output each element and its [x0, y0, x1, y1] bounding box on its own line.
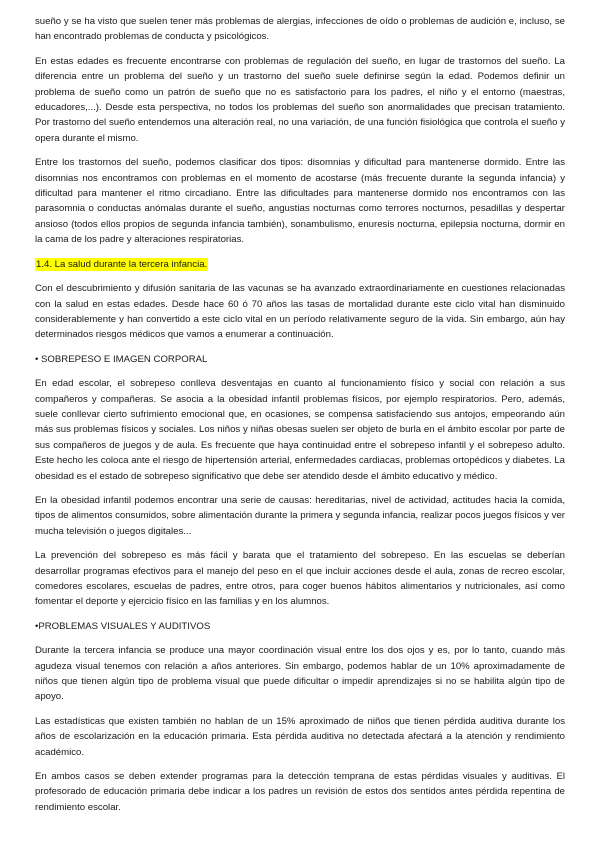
paragraph-prevention: La prevención del sobrepeso es más fácil y barata que el tratamiento del sobrepeso. En las escuelas se deberían desarrollar programas efectivos para el manejo del peso en el que incluir acciones desde el aula, zonas de recreo escolar, comedores escolares, escuelas de padres, entre otros, para coger buenos hábitos alimentarios y nutricionales, así como fomentar el deporte y ejercicio físico en las familias y en los alumnos.: [35, 550, 565, 608]
paragraph-obesity-causes: En la obesidad infantil podemos encontrar una serie de causas: hereditarias, nivel de actividad, actitudes hacia la comida, tipos de alimentos consumidos, sobre alimentación durante la primera y segunda infancia, realizar pocos juegos físicos y ver mucha televisión o juegos digitales...: [35, 494, 565, 537]
section-heading-text: 1.4. La salud durante la tercera infancia.: [36, 258, 208, 270]
paragraph-sleep-regulation: En estas edades es frecuente encontrarse con problemas de regulación del sueño, en lugar de trastornos del sueño. La diferencia entre un problema del sueño y un trastorno del sueño suele definirse según la edad. Podemos definir un problema de sueño como un patrón de sueño que no es satisfactorio para los padres, el niño y el entorno (maestras, educadores,...). Desde esta perspectiva, no todos los problemas del sueño son anormalidades que precisan tratamiento. Por trastorno del sueño entendemos una alteración real, no una variación, de una función fisiológica que controla el sueño y opera durante el mismo.: [35, 55, 565, 144]
paragraph-sleep-disorders: Entre los trastornos del sueño, podemos clasificar dos tipos: disomnias y dificultad para mantenerse dormido. Entre las disomnias nos encontramos con problemas en el momento de acostarse (más frecuente durante la segunda infancia) y dificultad para mantener el ritmo circadiano. Entre las dificultades para mantenerse dormido nos encontramos con las parasomnia o conductas anómalas durante el sueño, angustias nocturnas como terrores nocturnos, pesadillas y despertar ansioso (todos ellos propios de segunda infancia también), sonambulismo, enuresis nocturna, epilepsia nocturna, dormir en la cama de los padre y alteraciones respiratorias.: [35, 157, 565, 246]
section-heading: [35, 257, 565, 272]
paragraph-health-intro: Con el descubrimiento y difusión sanitaria de las vacunas se ha avanzado extraordinariamente en cuestiones relacionadas con la salud en estas edades. Desde hace 60 ó 70 años las tasas de mortalidad durante este ciclo vital han disminuido considerablemente y han convertido a este ciclo vital en un período relativamente seguro de la vida. Sin embargo, aún hay determinados riesgos médicos que vamos a enumerar a continuación.: [35, 283, 565, 341]
paragraph-hearing: Las estadísticas que existen también no hablan de un 15% aproximado de niños que tienen pérdida auditiva durante los años de escolarización en la educación primaria. Esta pérdida auditiva no detectada afectará a la atención y rendimiento académico.: [35, 715, 565, 758]
subheading-vision-hearing: •PROBLEMAS VISUALES Y AUDITIVOS: [35, 620, 211, 632]
paragraph-vision: Durante la tercera infancia se produce una mayor coordinación visual entre los dos ojos y es, por lo tanto, cuando más agudeza visual tenemos con relación a años anteriores. Sin embargo, podemos hablar de un 10% aproximadamente de niños que tienen algún tipo de problema visual que puede dificultar o impedir aprendizajes si no se habilita algún tipo de apoyo.: [35, 645, 565, 703]
subheading-overweight: • SOBREPESO E IMAGEN CORPORAL: [35, 353, 208, 365]
document-page: [35, 14, 565, 824]
paragraph-detection: En ambos casos se deben extender programas para la detección temprana de estas pérdidas visuales y auditivas. El profesorado de educación primaria debe indicar a los padres un revisión de estos dos sentidos antes pérdida repentina de rendimiento escolar.: [35, 771, 565, 813]
paragraph-overweight: En edad escolar, el sobrepeso conlleva desventajas en cuanto al funcionamiento físico y social con relación a sus compañeros y compañeras. Se asocia a la obesidad infantil problemas físicos, por ejemplo respiratorios. Pero, además, suele conllevar cierto sufrimiento emocional que, en ocasiones, se compensa satisfaciendo sus antojos, empeorando aún más sus problemas físicos y sociales. Los niños y niñas obesas suelen ser objeto de burla en el ámbito escolar por parte de sus compañeros de juegos y de aula. Es frecuente que haya continuidad entre el sobrepeso infantil y el sobrepeso adulto. Este hecho les coloca ante el riesgo de hipertensión arterial, enfermedades cardiacas, problemas ortopédicos y diabetes. La obesidad es el estado de sobrepeso significativo que debe ser atendido desde el ámbito educativo y médico.: [35, 378, 565, 482]
paragraph-sleep-intro: sueño y se ha visto que suelen tener más problemas de alergias, infecciones de oído o problemas de audición e, incluso, se han encontrado problemas de conducta y psicológicos.: [35, 16, 565, 43]
